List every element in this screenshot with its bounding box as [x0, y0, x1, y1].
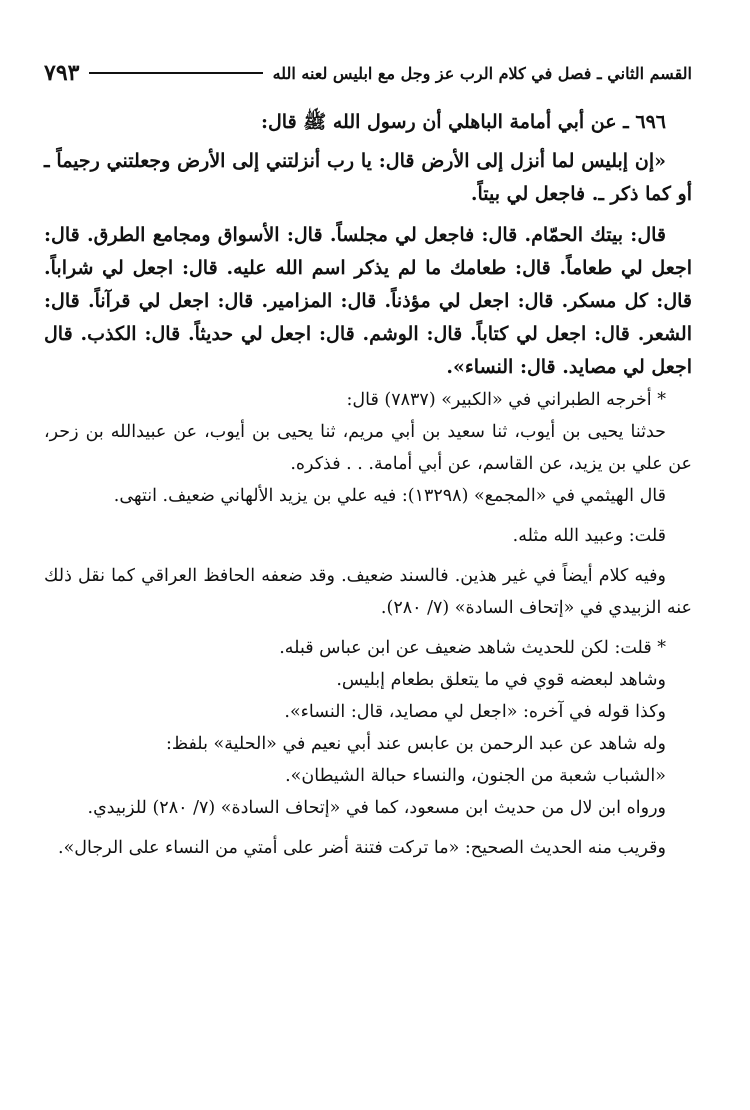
running-title: القسم الثاني ـ فصل في كلام الرب عز وجل مع ابليس لعنه الله: [272, 63, 692, 83]
commentary-paragraph: * قلت: لكن للحديث شاهد ضعيف عن ابن عباس قبله.: [279, 638, 666, 658]
hadith-title: ٦٩٦ ـ عن أبي أمامة الباهلي أن رسول الله ﷺ قال:: [260, 111, 666, 133]
hadith-text-2: قال: بيتك الحمّام. قال: فاجعل لي مجلساً. قال: الأسواق ومجامع الطرق. قال: اجعل لي طعاماً. قال: طعامك ما لم يذكر اسم الله عليه. قال: اجعل لي شراباً. قال: كل مسكر. قال: اجعل لي مؤذناً. قال: المزامير. قال: اجعل لي قرآناً. قال: الشعر. قال: اجعل لي كتاباً. قال: الوشم. قال: اجعل لي حديثاً. قال: الكذب. قال اجعل لي مصايد. قال: النساء».: [44, 224, 692, 378]
commentary-paragraph: * أخرجه الطبراني في «الكبير» (٧٨٣٧) قال:: [346, 390, 666, 410]
commentary-paragraph: ورواه ابن لال من حديث ابن مسعود، كما في «إتحاف السادة» (٧/ ٢٨٠) للزبيدي.: [87, 798, 666, 818]
hadith-block: [44, 106, 692, 384]
page-number: ٧٩٣: [44, 60, 80, 86]
commentary-paragraph: حدثنا يحيى بن أيوب، ثنا سعيد بن أبي مريم، ثنا يحيى بن أيوب، عن عبيدالله بن زحر، عن علي بن يزيد، عن القاسم، عن أبي أمامة. . . فذكره.: [44, 422, 692, 474]
commentary-paragraph: قال الهيثمي في «المجمع» (١٣٢٩٨): فيه علي بن يزيد الألهاني ضعيف. انتهى.: [113, 486, 666, 506]
commentary-paragraph: وله شاهد عن عبد الرحمن بن عابس عند أبي نعيم في «الحلية» بلفظ:: [165, 734, 666, 754]
header-rule: [89, 72, 262, 74]
commentary-paragraph: وقريب منه الحديث الصحيح: «ما تركت فتنة أضر على أمتي من النساء على الرجال».: [58, 838, 666, 858]
commentary-paragraph: وكذا قوله في آخره: «اجعل لي مصايد، قال: النساء».: [284, 702, 666, 722]
commentary-block: [44, 384, 692, 864]
commentary-paragraph: قلت: وعبيد الله مثله.: [512, 526, 666, 546]
commentary-paragraph: «الشباب شعبة من الجنون، والنساء حبالة الشيطان».: [285, 766, 666, 786]
running-header: [44, 58, 692, 88]
commentary-paragraph: وفيه كلام أيضاً في غير هذين. فالسند ضعيف. وقد ضعفه الحافظ العراقي كما نقل ذلك عنه الزبيدي في «إتحاف السادة» (٧/ ٢٨٠).: [44, 566, 692, 618]
commentary-paragraph: وشاهد لبعضه قوي في ما يتعلق بطعام إبليس.: [336, 670, 666, 690]
page-body: [44, 106, 692, 864]
hadith-text-1: «إن إبليس لما أنزل إلى الأرض قال: يا رب أنزلتني إلى الأرض وجعلتني رجيماً ـ أو كما ذكر ـ. فاجعل لي بيتاً.: [44, 150, 692, 205]
